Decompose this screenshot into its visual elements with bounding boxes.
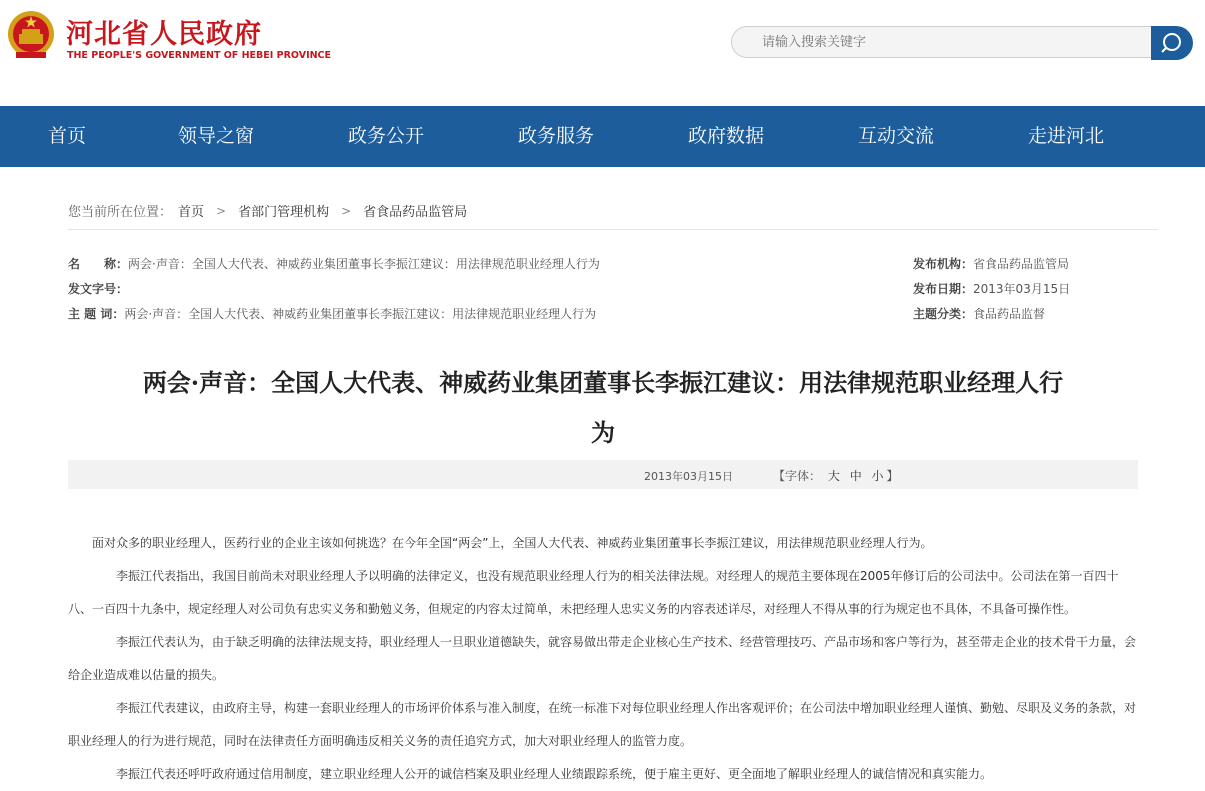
article-title: [68, 358, 1138, 458]
chevron-right-icon: >: [216, 203, 227, 218]
article-title-line: 两会·声音：全国人大代表、神威药业集团董事长李振江建议：用法律规范职业经理人行: [142, 368, 1064, 397]
breadcrumb-food-drug-bureau[interactable]: 省食品药品监管局: [363, 205, 468, 220]
site-header: [0, 0, 1205, 106]
search-input[interactable]: [731, 26, 1151, 58]
article-paragraph: 李振江代表还呼吁政府通过信用制度，建立职业经理人公开的诚信档案及职业经理人业绩跟踪系统，便于雇主更好、更全面地了解职业经理人的诚信情况和真实能力。: [116, 767, 993, 781]
divider: [68, 229, 1158, 230]
chevron-right-icon: >: [341, 203, 352, 218]
national-emblem-icon: [6, 8, 56, 64]
font-size-label: 【字体：: [773, 469, 822, 483]
breadcrumb: [68, 201, 467, 220]
meta-docno-row: [68, 280, 128, 297]
meta-name-row: [68, 255, 600, 272]
meta-org-value: 省食品药品监管局: [973, 257, 1070, 271]
article-paragraph: 李振江代表建议，由政府主导，构建一套职业经理人的市场评价体系与准入制度，在统一标准下对每位职业经理人作出客观评价；在公司法中增加职业经理人谨慎、勤勉、尽职及义务的条款，对职业经理人的行为进行规范，同时在法律责任方面明确违反相关义务的责任追究方式，加大对职业经理人的监管力度。: [68, 701, 1137, 748]
site-subtitle: THE PEOPLE'S GOVERNMENT OF HEBEI PROVINCE: [67, 50, 332, 61]
meta-category-value: 食品药品监督: [973, 307, 1046, 321]
search-button[interactable]: [1151, 26, 1193, 60]
nav-item-home[interactable]: 首页: [48, 125, 87, 147]
font-size-medium[interactable]: 中: [849, 469, 862, 483]
font-size-large[interactable]: 大: [827, 469, 840, 483]
font-size-bracket: 】: [886, 469, 899, 483]
site-title[interactable]: 河北省人民政府: [66, 19, 262, 50]
article-paragraph: 面对众多的职业经理人，医药行业的企业主该如何挑选？在今年全国“两会”上，全国人大代表、神威药业集团董事长李振江建议，用法律规范职业经理人行为。: [92, 536, 933, 550]
nav-item-gov-affairs[interactable]: 政务公开: [348, 125, 425, 147]
article-title-line: 为: [591, 418, 615, 447]
meta-name-value: 两会·声音：全国人大代表、神威药业集团董事长李振江建议：用法律规范职业经理人行为: [128, 257, 600, 271]
main-nav: [0, 106, 1205, 167]
nav-item-services[interactable]: 政务服务: [518, 125, 595, 147]
article-date: 2013年03月15日: [644, 470, 733, 483]
article-paragraph: 李振江代表认为，由于缺乏明确的法律法规支持，职业经理人一旦职业道德缺失，就容易做出带走企业核心生产技术、经营管理技巧、产品市场和客户等行为，甚至带走企业的技术骨干力量，会给企业造成难以估量的损失。: [68, 635, 1137, 682]
meta-category-label: 主题分类：: [913, 307, 974, 321]
nav-item-interaction[interactable]: 互动交流: [858, 125, 935, 147]
meta-date-value: 2013年03月15日: [973, 282, 1071, 296]
font-size-small[interactable]: 小: [871, 469, 884, 483]
article-info-bar: [68, 460, 1138, 489]
breadcrumb-home[interactable]: 首页: [178, 205, 205, 220]
meta-keywords-value: 两会·声音：全国人大代表、神威药业集团董事长李振江建议：用法律规范职业经理人行为: [124, 307, 597, 321]
nav-item-about-hebei[interactable]: 走进河北: [1028, 125, 1105, 147]
search-icon: [1159, 31, 1185, 55]
meta-org-row: [913, 255, 1069, 272]
nav-item-gov-data[interactable]: 政府数据: [688, 125, 765, 147]
meta-docno-label: 发文字号：: [68, 282, 129, 296]
breadcrumb-prefix: 您当前所在位置：: [68, 205, 173, 220]
meta-name-label: 名 称：: [68, 257, 129, 271]
font-size-switcher: [773, 467, 899, 484]
meta-date-label: 发布日期：: [913, 282, 974, 296]
article-body: [68, 527, 1138, 791]
nav-item-leaders[interactable]: 领导之窗: [178, 125, 255, 147]
meta-keywords-label: 主 题 词：: [68, 307, 125, 321]
meta-category-row: [913, 305, 1045, 322]
meta-date-row: [913, 280, 1070, 297]
breadcrumb-departments[interactable]: 省部门管理机构: [238, 205, 330, 220]
search-bar: [731, 26, 1193, 60]
meta-org-label: 发布机构：: [913, 257, 974, 271]
article-paragraph: 李振江代表指出，我国目前尚未对职业经理人予以明确的法律定义，也没有规范职业经理人行为的相关法律法规。对经理人的规范主要体现在2005年修订后的公司法中。公司法在第一百四十八、一百四十九条中，规定经理人对公司负有忠实义务和勤勉义务，但规定的内容太过简单，未把经理人忠实义务的内容表述详尽，对经理人不得从事的行为规定也不具体，不具备可操作性。: [68, 569, 1119, 616]
meta-keywords-row: [68, 305, 596, 322]
